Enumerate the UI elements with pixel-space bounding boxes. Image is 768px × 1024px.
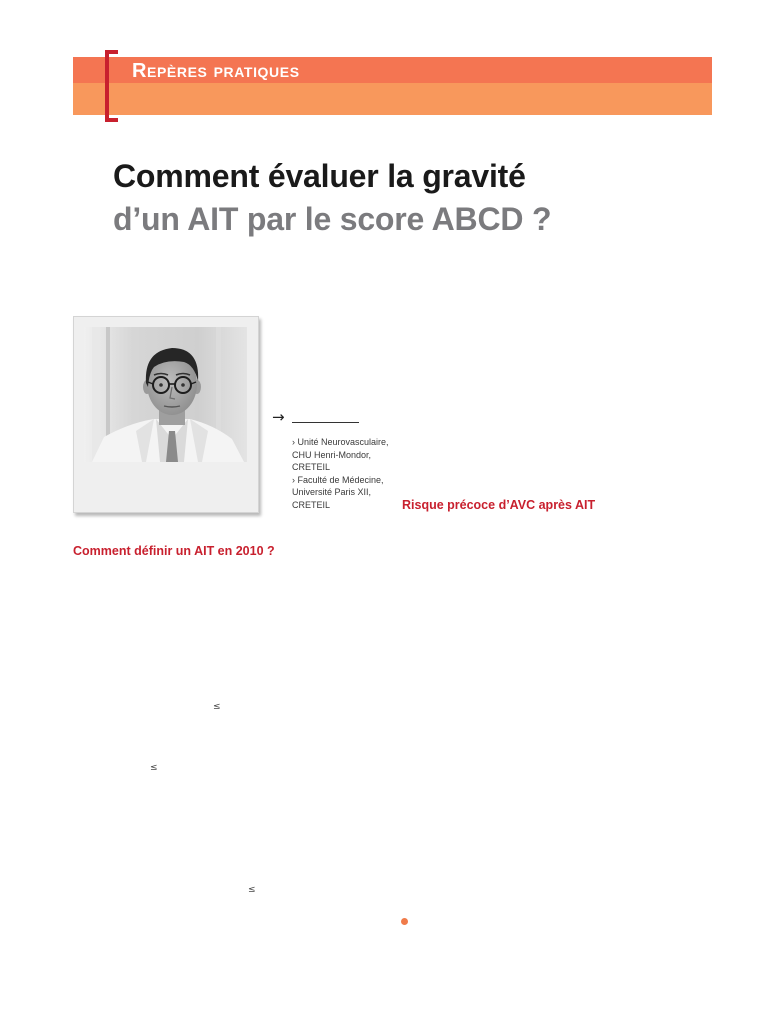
header-bracket: [105, 50, 109, 122]
less-equal-symbol: ≤: [150, 763, 158, 773]
less-equal-symbol: ≤: [248, 885, 256, 895]
section-label: Repères pratiques: [132, 60, 300, 82]
less-equal-symbol: ≤: [213, 702, 221, 712]
author-photo-frame: [73, 316, 259, 513]
affiliation-line: CHU Henri-Mondor,: [292, 449, 372, 460]
affiliation-line: › Unité Neurovasculaire,: [292, 437, 389, 447]
article-title-line-1: Comment évaluer la gravité: [113, 158, 526, 194]
article-title-line-2: d’un AIT par le score ABCD ?: [113, 201, 552, 237]
author-photo: [84, 327, 247, 462]
affiliation-line: CRETEIL: [292, 462, 331, 473]
risk-heading: Risque précoce d’AVC après AIT: [402, 498, 596, 512]
arrow-icon: →: [272, 408, 285, 426]
author-name-rule: [292, 422, 359, 423]
accent-dot: [401, 918, 408, 925]
author-affiliations: [292, 436, 389, 512]
header-bracket-top: [105, 50, 118, 54]
affiliation-line: CRETEIL: [292, 499, 331, 510]
affiliation-line: Université Paris XII,: [292, 487, 372, 498]
affiliation-line: › Faculté de Médecine,: [292, 474, 384, 485]
header-bracket-bottom: [105, 118, 118, 122]
definition-heading: Comment définir un AIT en 2010 ?: [73, 544, 275, 558]
header-band-bottom: [73, 83, 712, 115]
